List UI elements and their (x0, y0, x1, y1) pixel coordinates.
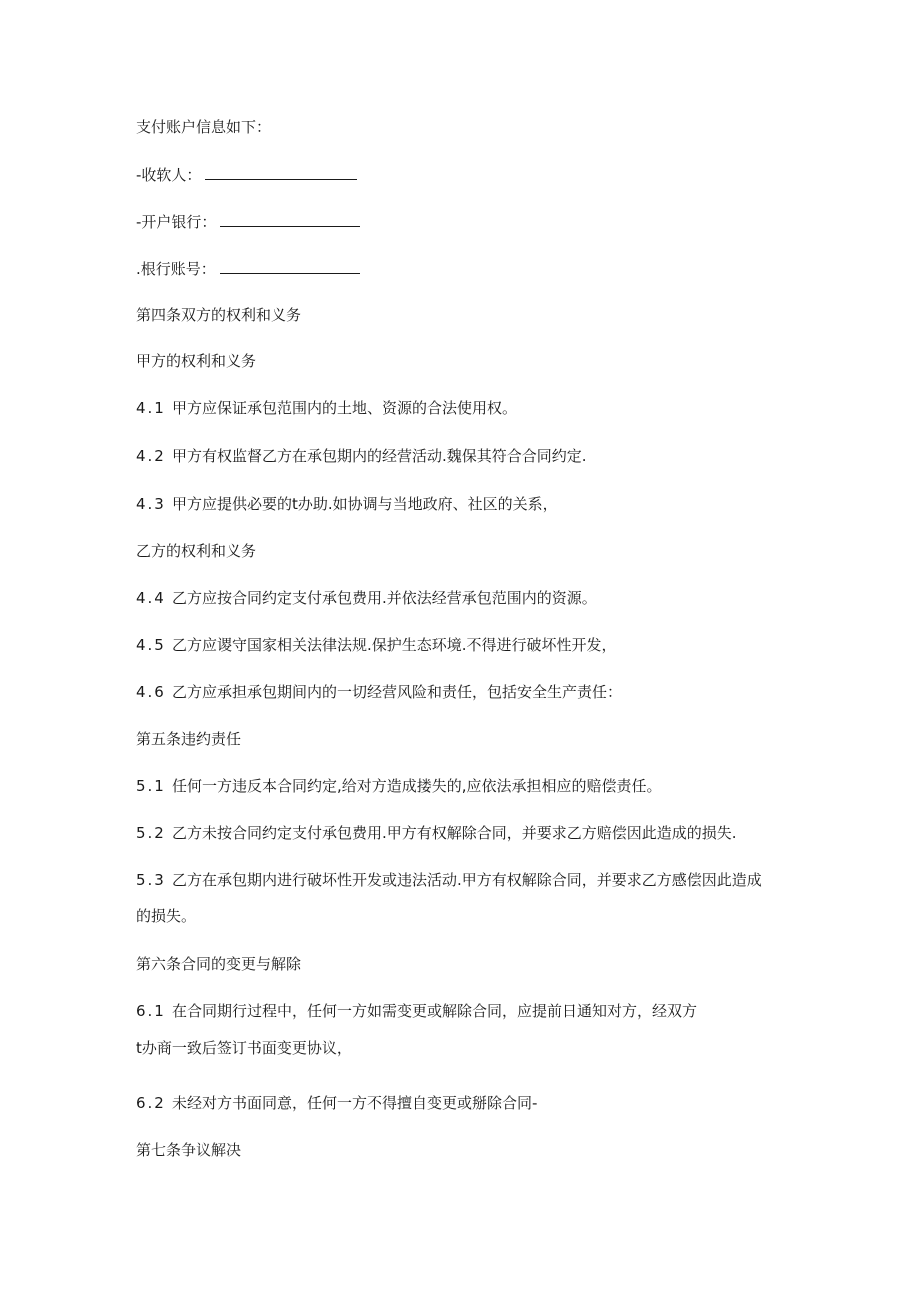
payee-blank (205, 163, 357, 180)
payee-label: -收软人： (136, 166, 202, 184)
clause-text: 甲方应保证承包范围内的土地、资源的合法使用权。 (172, 399, 518, 417)
account-field (136, 257, 360, 280)
payee-field (136, 163, 357, 186)
clause-4-1 (136, 397, 517, 419)
bank-blank (220, 210, 360, 227)
clause-6-1 (136, 1000, 697, 1022)
bank-field (136, 210, 360, 233)
article7-title: 第七条争议解决 (136, 1141, 242, 1159)
clause-number: 5.3 (136, 871, 166, 889)
clause-text: 乙方应承担承包期间内的一切经营风险和责任，包括安全生产责任： (172, 683, 623, 701)
clause-4-3 (136, 493, 558, 515)
account-label: .根行账号： (136, 260, 216, 278)
account-blank (220, 257, 360, 274)
bank-label: -开户银行： (136, 213, 217, 231)
clause-text: 乙方应按合同约定支付承包费用.并依法经营承包范围内的资源。 (172, 589, 597, 607)
clause-text: 未经对方书面同意，任何一方不得擅自变更或掰除合同- (172, 1094, 538, 1112)
clause-4-4 (136, 587, 597, 609)
clause-number: 4.3 (136, 495, 166, 513)
clause-number: 4.1 (136, 399, 166, 417)
clause-text: 甲方应提供必要的t办助.如协调与当地政府、社区的关系， (172, 495, 558, 513)
clause-number: 4.5 (136, 636, 166, 654)
payment-intro: 支付账户信息如下： (136, 118, 272, 136)
clause-4-5 (136, 634, 617, 656)
clause-text: 在合同期行过程中，任何一方如需变更或解除合同，应提前日通知对方，经双方 (172, 1002, 698, 1020)
clause-number: 5.2 (136, 824, 166, 842)
party-b-heading: 乙方的权利和义务 (136, 542, 257, 560)
clause-text: 乙方未按合同约定支付承包费用.甲方有权解除合同，并要求乙方赔偿因此造成的损失. (172, 824, 737, 842)
clause-number: 4.2 (136, 447, 166, 465)
clause-text: 甲方有权监督乙方在承包期内的经营活动.魏保其符合合同约定. (172, 447, 587, 465)
clause-6-1-continuation: t办商一致后签订书面变更协议， (136, 1039, 352, 1057)
clause-5-2 (136, 822, 737, 844)
clause-number: 5.1 (136, 777, 166, 795)
article4-title: 第四条双方的权利和义务 (136, 306, 302, 324)
article6-title: 第六条合同的变更与解除 (136, 955, 302, 973)
clause-number: 4.6 (136, 683, 166, 701)
clause-number: 4.4 (136, 589, 166, 607)
clause-number: 6.1 (136, 1002, 166, 1020)
party-a-heading: 甲方的权利和义务 (136, 352, 257, 370)
clause-5-1 (136, 775, 662, 797)
clause-text: 乙方在承包期内进行破坏性开发或违法活动.甲方有权解除合同，并要求乙方感偿因此造成 (172, 871, 762, 889)
clause-4-2 (136, 445, 587, 467)
clause-text: 乙方应谡守国家相关法律法规.保护生态环境.不得进行破坏性开发， (172, 636, 617, 654)
clause-text: 任何一方违反本合同约定,给对方造成搂失的,应依法承担相应的赔偿责任。 (172, 777, 662, 795)
article5-title: 第五条违约责任 (136, 730, 242, 748)
clause-6-2 (136, 1092, 537, 1114)
clause-number: 6.2 (136, 1094, 166, 1112)
clause-5-3 (136, 869, 762, 891)
clause-4-6 (136, 681, 622, 703)
clause-5-3-continuation: 的损失。 (136, 907, 197, 925)
